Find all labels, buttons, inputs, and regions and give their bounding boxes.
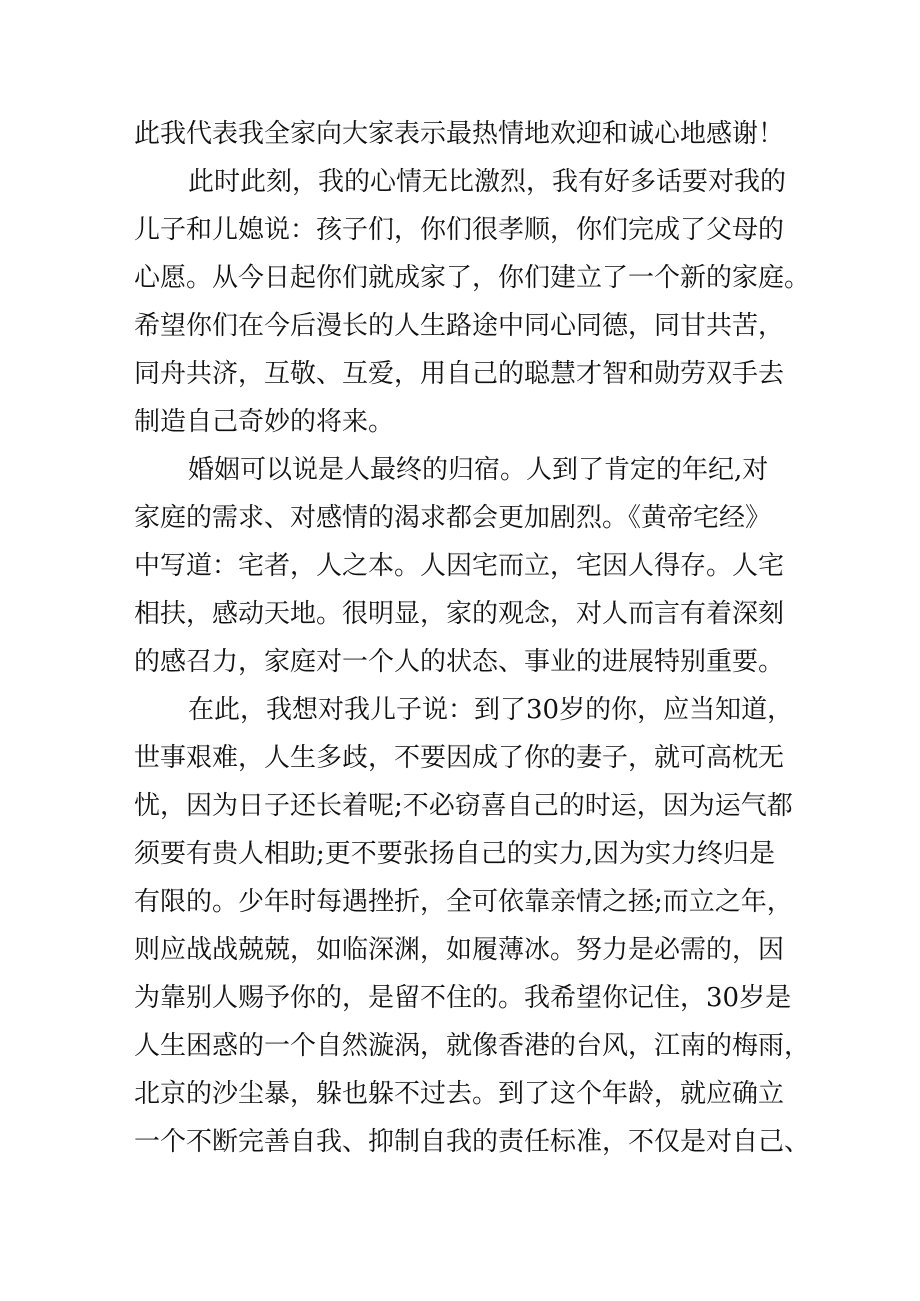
text-line: 忧，因为日子还长着呢;不必窃喜自己的时运，因为运气都 xyxy=(134,791,793,821)
text-line: 须要有贵人相助;更不要张扬自己的实力,因为实力终归是 xyxy=(134,839,776,869)
paragraph-start-line: 婚姻可以说是人最终的归宿。人到了肯定的年纪,对 xyxy=(188,455,769,485)
text-line: 此我代表我全家向大家表示最热情地欢迎和诚心地感谢！ xyxy=(134,119,785,149)
text-line: 北京的沙尘暴，躲也躲不过去。到了这个年龄，就应确立 xyxy=(134,1079,785,1109)
text-line: 制造自己奇妙的将来。 xyxy=(134,407,395,437)
text-line: 希望你们在今后漫长的人生路途中同心同德，同甘共苦， xyxy=(134,311,785,341)
text-line: 的感召力，家庭对一个人的状态、事业的进展特别重要。 xyxy=(134,647,785,677)
text-line: 则应战战兢兢，如临深渊，如履薄冰。努力是必需的，因 xyxy=(134,935,785,965)
text-line: 心愿。从今日起你们就成家了，你们建立了一个新的家庭。 xyxy=(134,263,811,293)
paragraph-start-line: 此时此刻，我的心情无比激烈，我有好多话要对我的 xyxy=(188,167,787,197)
text-line: 中写道：宅者，人之本。人因宅而立，宅因人得存。人宅 xyxy=(134,551,785,581)
text-line: 一个不断完善自我、抑制自我的责任标准，不仅是对自己、 xyxy=(134,1127,811,1157)
text-line: 相扶，感动天地。很明显，家的观念，对人而言有着深刻 xyxy=(134,599,785,629)
text-line: 世事艰难，人生多歧，不要因成了你的妻子，就可高枕无 xyxy=(134,743,785,773)
text-line: 同舟共济，互敬、互爱，用自己的聪慧才智和勋劳双手去 xyxy=(134,359,785,389)
text-line: 为靠别人赐予你的，是留不住的。我希望你记住，30岁是 xyxy=(134,983,792,1013)
paragraph-start-line: 在此，我想对我儿子说：到了30岁的你，应当知道， xyxy=(188,695,794,725)
text-line: 人生困惑的一个自然漩涡，就像香港的台风，江南的梅雨， xyxy=(134,1031,811,1061)
text-line: 有限的。少年时每遇挫折，全可依靠亲情之拯;而立之年， xyxy=(134,887,793,917)
text-line: 儿子和儿媳说：孩子们，你们很孝顺，你们完成了父母的 xyxy=(134,215,785,245)
text-line: 家庭的需求、对感情的渴求都会更加剧烈。《黄帝宅经》 xyxy=(134,503,772,533)
